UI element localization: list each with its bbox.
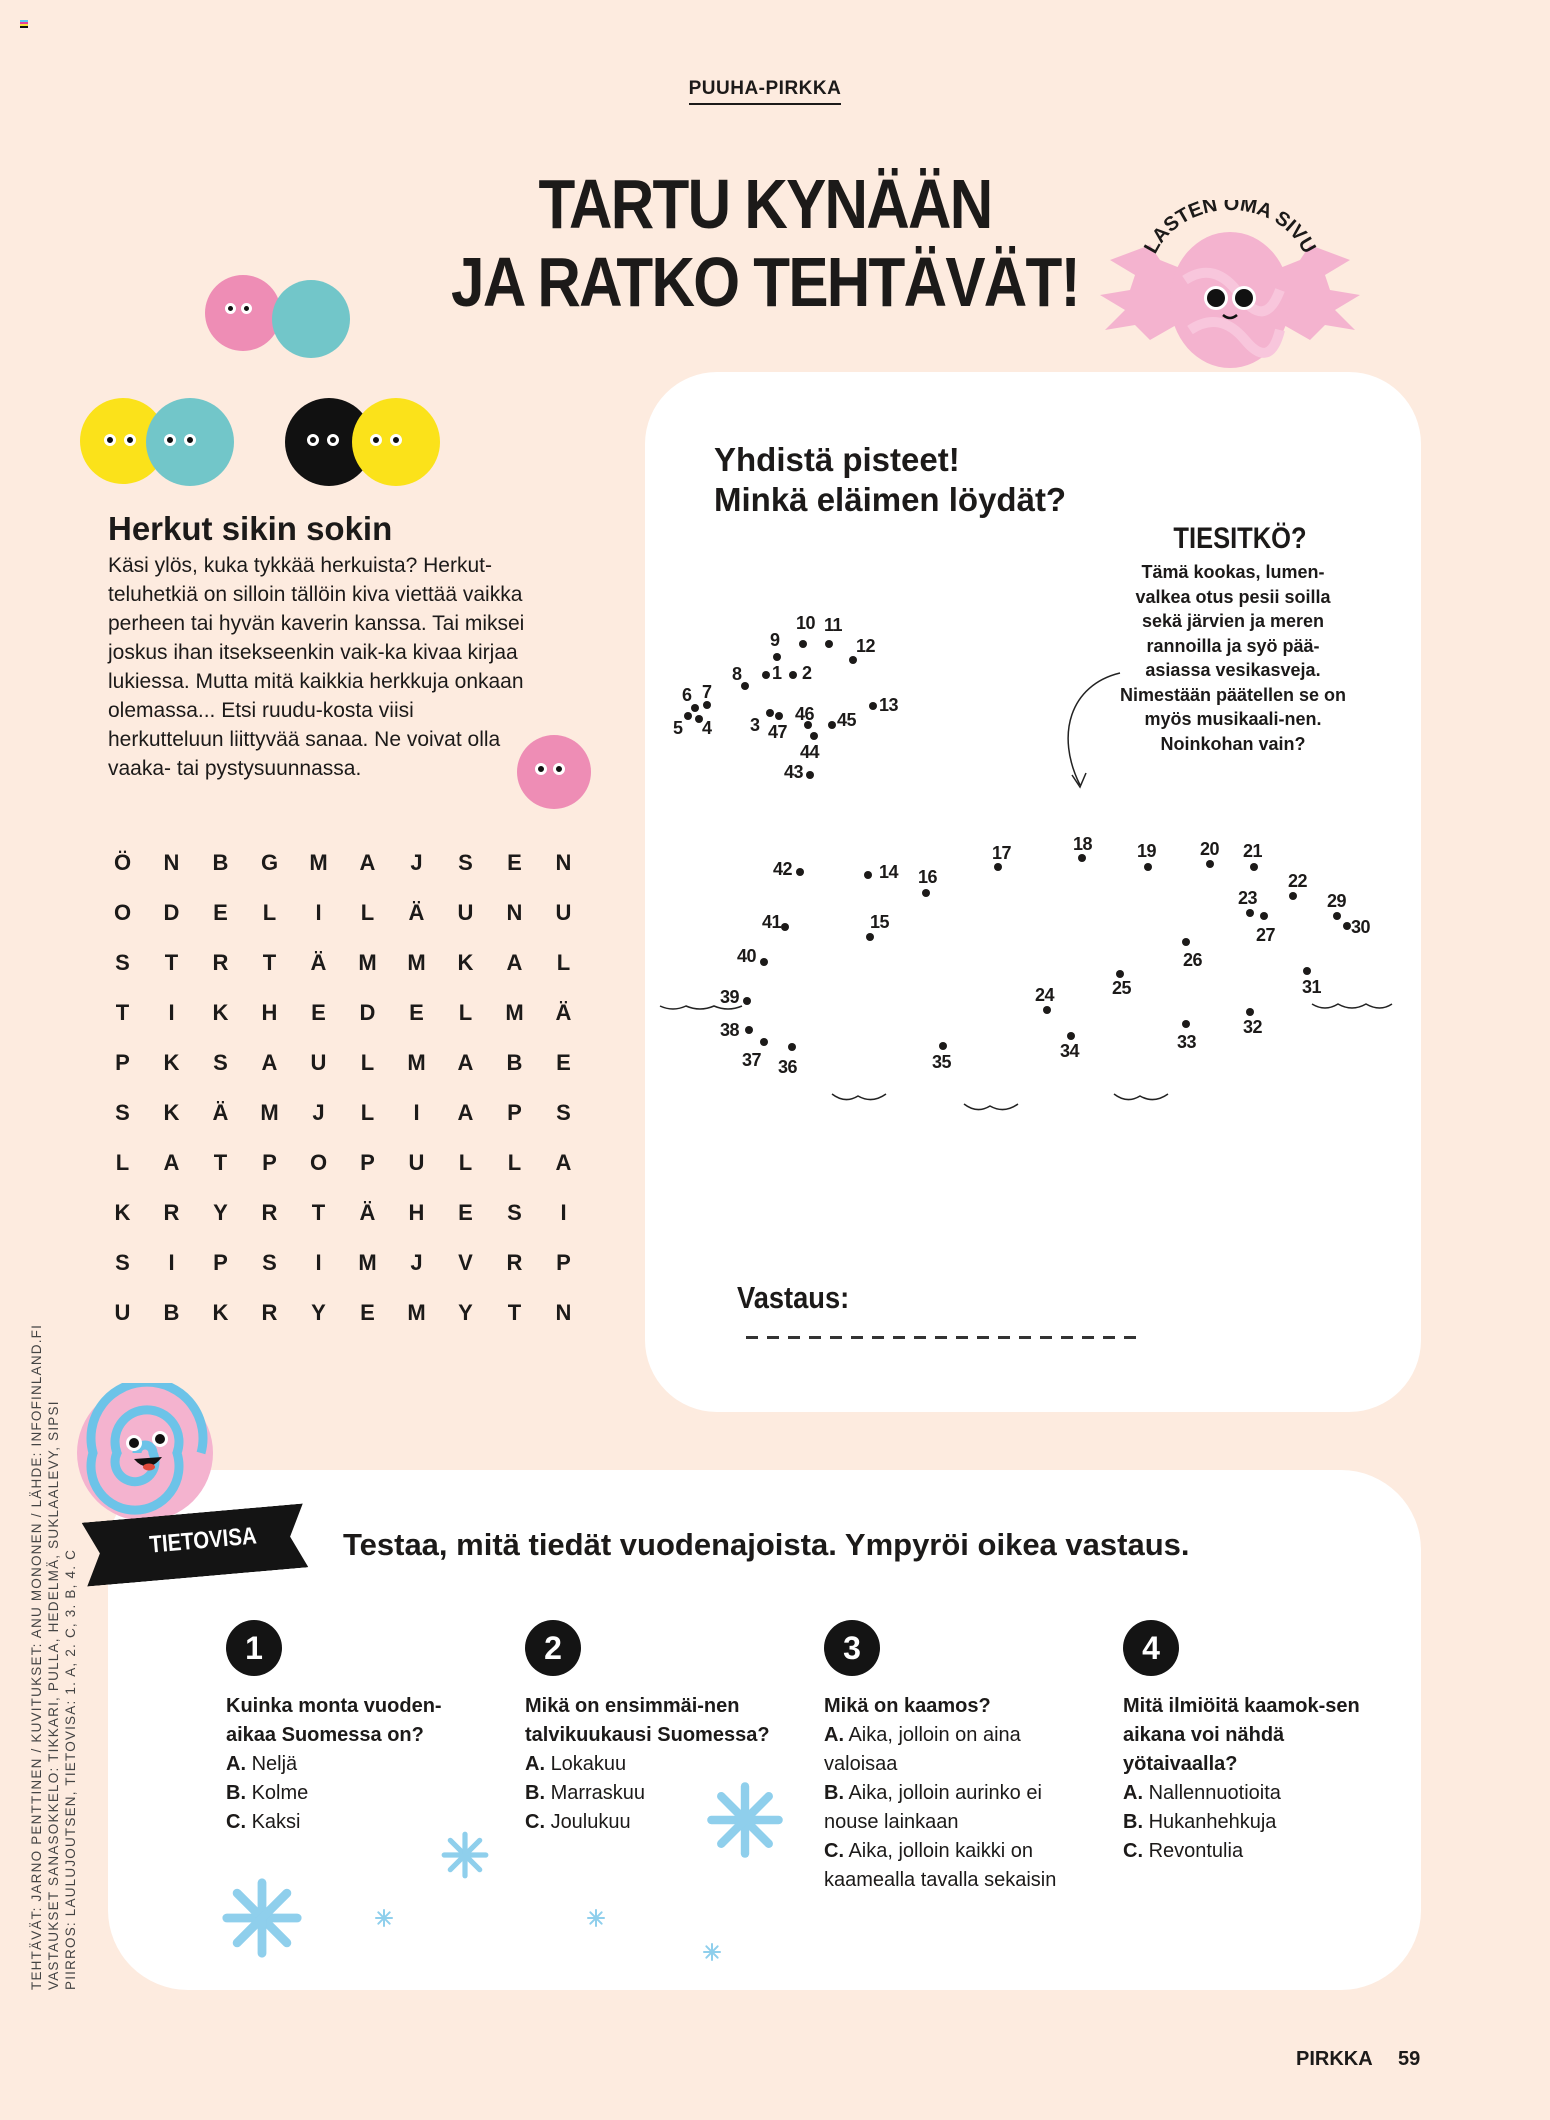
yellow-cookie-icon: [352, 398, 440, 486]
grid-letter[interactable]: I: [168, 1000, 175, 1025]
question-text: Kuinka monta vuoden-aikaa Suomessa on?: [226, 1695, 442, 1746]
dot-point[interactable]: [1343, 922, 1351, 930]
grid-letter[interactable]: K: [163, 1050, 180, 1075]
dot-point[interactable]: [1182, 1020, 1190, 1028]
grid-letter[interactable]: P: [262, 1150, 277, 1175]
question-number-badge: 2: [525, 1620, 581, 1676]
grid-letter[interactable]: K: [212, 1300, 229, 1325]
quiz-question: [226, 1620, 486, 1837]
dot-point[interactable]: [1067, 1032, 1075, 1040]
grid-letter[interactable]: M: [260, 1100, 279, 1125]
grid-letter[interactable]: M: [407, 950, 426, 975]
credits-line-1: TEHTÄVÄT: JARNO PENTTINEN / KUVITUKSET: ANU MONONEN / LÄHDE: INFOFINLAND.FI: [29, 1323, 44, 1990]
grid-letter[interactable]: I: [315, 1250, 322, 1275]
option-key: C.: [525, 1811, 545, 1833]
grid-letter[interactable]: P: [213, 1250, 228, 1275]
grid-letter[interactable]: E: [458, 1200, 473, 1225]
dot-point[interactable]: [866, 933, 874, 941]
grid-letter[interactable]: S: [507, 1200, 522, 1225]
question-text: Mitä ilmiöitä kaamok-sen aikana voi nähdä yötaivaalla?: [1123, 1695, 1360, 1775]
dot-point[interactable]: [806, 771, 814, 779]
dot-number: 43: [784, 762, 804, 782]
grid-letter[interactable]: M: [358, 950, 377, 975]
grid-letter[interactable]: E: [409, 1000, 424, 1025]
lollipop-icon: [70, 1383, 225, 1523]
grid-letter[interactable]: O: [113, 900, 132, 925]
water-wave-icon: [1310, 998, 1394, 1018]
option-key: A.: [525, 1753, 545, 1775]
dot-point[interactable]: [922, 889, 930, 897]
grid-letter[interactable]: Ä: [212, 1100, 229, 1125]
option-key: B.: [226, 1782, 246, 1804]
grid-row: [98, 838, 588, 888]
dot-point[interactable]: [1043, 1006, 1051, 1014]
section-label: [0, 78, 1530, 100]
dot-point[interactable]: [741, 682, 749, 690]
option-key: C.: [824, 1840, 844, 1862]
grid-letter[interactable]: G: [260, 850, 279, 875]
grid-letter[interactable]: U: [457, 900, 474, 925]
dot-number: 16: [918, 867, 938, 887]
grid-letter[interactable]: M: [407, 1300, 426, 1325]
dot-point[interactable]: [1246, 1008, 1254, 1016]
grid-letter[interactable]: I: [168, 1250, 175, 1275]
grid-letter[interactable]: S: [115, 1250, 130, 1275]
option-key: A.: [824, 1724, 844, 1746]
dot-point[interactable]: [773, 653, 781, 661]
dot-point[interactable]: [825, 640, 833, 648]
dot-point[interactable]: [799, 640, 807, 648]
grid-letter[interactable]: L: [262, 900, 277, 925]
grid-letter[interactable]: L: [360, 1050, 375, 1075]
grid-letter[interactable]: K: [114, 1200, 131, 1225]
option-text: Aika, jolloin kaikki on kaamealla tavalla sekaisin: [824, 1840, 1057, 1891]
teal-cookie-icon: [146, 398, 234, 486]
dot-point[interactable]: [775, 712, 783, 720]
dot-point[interactable]: [691, 704, 699, 712]
dot-number: 46: [795, 704, 815, 724]
fact-body: Tämä kookas, lumen-valkea otus pesii soilla sekä järvien ja meren rannoilla ja syö pää-asiassa vesikasveja. Nimestään päätellen se on myös musikaali-nen. Noinkohan vain?: [1119, 562, 1347, 754]
grid-letter[interactable]: A: [163, 1150, 180, 1175]
footer-brand: PIRKKA: [1296, 2048, 1373, 2070]
snowflake-icon: [439, 1829, 491, 1881]
section-label-text: PUUHA-PIRKKA: [689, 78, 842, 105]
option-key: B.: [1123, 1811, 1143, 1833]
dot-number: 32: [1243, 1017, 1263, 1037]
dot-number: 29: [1327, 891, 1347, 911]
dot-number: 36: [778, 1057, 798, 1077]
snowflake-icon: [702, 1942, 722, 1962]
dot-point[interactable]: [789, 671, 797, 679]
grid-letter[interactable]: E: [213, 900, 228, 925]
grid-letter[interactable]: E: [507, 850, 522, 875]
water-wave-icon: [830, 1090, 890, 1110]
grid-letter[interactable]: J: [410, 850, 423, 875]
dot-point[interactable]: [1206, 860, 1214, 868]
option-key: C.: [226, 1811, 246, 1833]
dot-point[interactable]: [684, 712, 692, 720]
dot-number: 24: [1035, 985, 1055, 1005]
print-color-marks: [20, 20, 28, 28]
dot-number: 10: [796, 613, 816, 633]
title-line-2: JA RATKO TEHTÄVÄT!: [451, 243, 1079, 321]
option-text: Marraskuu: [550, 1782, 646, 1804]
grid-letter[interactable]: R: [261, 1200, 278, 1225]
option-text: Hukanhehkuja: [1148, 1811, 1277, 1833]
dot-point[interactable]: [864, 871, 872, 879]
grid-letter[interactable]: M: [358, 1250, 377, 1275]
teal-cookie-icon: [272, 280, 350, 358]
credits-line-3: PIIRROS: LAULUJOUTSEN, TIETOVISA: 1. A, 2. C, 3. B, 4. C: [63, 1548, 78, 1990]
grid-letter[interactable]: U: [408, 1150, 425, 1175]
arrow-icon: [1050, 665, 1130, 795]
grid-letter[interactable]: D: [359, 1000, 376, 1025]
title-line-1: TARTU KYNÄÄN: [538, 165, 992, 243]
grid-letter[interactable]: L: [507, 1150, 522, 1175]
grid-row: [98, 1238, 588, 1288]
answer-label: Vastaus:: [737, 1280, 850, 1315]
grid-letter[interactable]: I: [560, 1200, 567, 1225]
grid-letter[interactable]: J: [312, 1100, 325, 1125]
snowflake-icon: [374, 1908, 394, 1928]
grid-letter[interactable]: S: [458, 850, 473, 875]
answer-option[interactable]: [824, 1721, 1084, 1779]
grid-letter[interactable]: S: [115, 950, 130, 975]
answer-option[interactable]: [824, 1779, 1084, 1837]
dot-number: 41: [762, 912, 782, 932]
dot-number: 6: [682, 685, 692, 705]
dot-number: 40: [737, 946, 757, 966]
dot-number: 26: [1183, 950, 1203, 970]
credits: [28, 1270, 79, 1990]
grid-letter[interactable]: A: [457, 1050, 474, 1075]
grid-letter[interactable]: Ä: [359, 1200, 376, 1225]
grid-letter[interactable]: L: [458, 1000, 473, 1025]
grid-letter[interactable]: E: [311, 1000, 326, 1025]
grid-letter[interactable]: R: [212, 950, 229, 975]
snowflake-icon: [218, 1874, 306, 1962]
grid-letter[interactable]: J: [410, 1250, 423, 1275]
grid-letter[interactable]: P: [507, 1100, 522, 1125]
grid-letter[interactable]: Y: [213, 1200, 228, 1225]
grid-letter[interactable]: L: [115, 1150, 130, 1175]
option-text: Kaksi: [251, 1811, 301, 1833]
grid-letter[interactable]: U: [114, 1300, 131, 1325]
dot-point[interactable]: [1289, 892, 1297, 900]
dot-point[interactable]: [1182, 938, 1190, 946]
word-search-grid: [98, 838, 588, 1338]
grid-row: [98, 938, 588, 988]
candy-badge-illustration: [1090, 200, 1370, 370]
dot-number: 31: [1302, 977, 1322, 997]
dot-number: 5: [673, 718, 683, 738]
question-text: Mikä on ensimmäi-nen talvikuukausi Suomessa?: [525, 1695, 770, 1746]
question-text: Mikä on kaamos?: [824, 1695, 991, 1717]
credits-line-2: VASTAUKSET SANASOKKELO: TIKKARI, PULLA, HEDELMÄ, SUKLAALEVY, SIPSI: [46, 1400, 61, 1990]
dot-number: 4: [702, 718, 712, 738]
candy-icon: [1090, 200, 1370, 370]
option-key: A.: [226, 1753, 246, 1775]
dot-point[interactable]: [939, 1042, 947, 1050]
dot-title-line-1: Yhdistä pisteet!: [714, 441, 960, 478]
grid-letter[interactable]: T: [311, 1200, 326, 1225]
option-key: C.: [1123, 1840, 1143, 1862]
dot-number: 22: [1288, 871, 1308, 891]
grid-letter[interactable]: E: [556, 1050, 571, 1075]
answer-option[interactable]: [1123, 1779, 1383, 1808]
option-text: Revontulia: [1148, 1840, 1244, 1862]
grid-letter[interactable]: H: [261, 1000, 278, 1025]
answer-option[interactable]: [824, 1837, 1084, 1895]
quiz-intro: Testaa, mitä tiedät vuodenajoista. Ympyröi oikea vastaus.: [343, 1527, 1190, 1562]
option-text: Lokakuu: [550, 1753, 627, 1775]
grid-letter[interactable]: T: [262, 950, 277, 975]
dot-number: 47: [768, 722, 788, 742]
dot-number: 19: [1137, 841, 1157, 861]
dot-number: 11: [824, 615, 843, 635]
grid-letter[interactable]: I: [413, 1100, 420, 1125]
grid-letter[interactable]: M: [505, 1000, 524, 1025]
grid-letter[interactable]: L: [360, 1100, 375, 1125]
dot-number: 20: [1200, 839, 1220, 859]
dot-number: 38: [720, 1020, 740, 1040]
water-wave-icon: [1112, 1090, 1172, 1110]
grid-letter[interactable]: A: [506, 950, 523, 975]
grid-letter[interactable]: O: [309, 1150, 328, 1175]
grid-letter[interactable]: M: [407, 1050, 426, 1075]
grid-letter[interactable]: K: [212, 1000, 229, 1025]
question-number-badge: 4: [1123, 1620, 1179, 1676]
grid-letter[interactable]: V: [458, 1250, 473, 1275]
dot-point[interactable]: [1260, 912, 1268, 920]
grid-letter[interactable]: U: [310, 1050, 327, 1075]
dot-number: 35: [932, 1052, 952, 1072]
page-title: [434, 165, 1096, 321]
answer-option[interactable]: [226, 1779, 486, 1808]
quiz-question: [1123, 1620, 1383, 1866]
option-text: Neljä: [251, 1753, 298, 1775]
dot-point[interactable]: [766, 709, 774, 717]
option-key: B.: [824, 1782, 844, 1804]
grid-letter[interactable]: A: [555, 1150, 572, 1175]
dot-number: 25: [1112, 978, 1132, 998]
grid-letter[interactable]: Ä: [310, 950, 327, 975]
dot-number: 21: [1243, 841, 1263, 861]
grid-letter[interactable]: A: [457, 1100, 474, 1125]
water-wave-icon: [962, 1100, 1022, 1120]
dot-number: 34: [1060, 1041, 1080, 1061]
option-text: Kolme: [251, 1782, 309, 1804]
dot-point[interactable]: [1246, 909, 1254, 917]
snowflake-icon: [703, 1778, 787, 1862]
dot-number: 9: [770, 630, 780, 650]
grid-letter[interactable]: N: [506, 900, 523, 925]
option-text: Aika, jolloin on aina valoisaa: [824, 1724, 1021, 1775]
dot-number: 27: [1256, 925, 1276, 945]
dot-point[interactable]: [994, 863, 1002, 871]
grid-row: [98, 1038, 588, 1088]
dot-point[interactable]: [849, 656, 857, 664]
option-text: Nallennuotioita: [1148, 1782, 1281, 1804]
dot-number: 12: [856, 636, 876, 656]
dot-number: 45: [837, 710, 857, 730]
answer-option[interactable]: [1123, 1808, 1383, 1837]
grid-letter[interactable]: E: [360, 1300, 375, 1325]
grid-letter[interactable]: B: [506, 1050, 523, 1075]
answer-option[interactable]: [226, 1750, 486, 1779]
grid-letter[interactable]: P: [556, 1250, 571, 1275]
grid-letter[interactable]: T: [213, 1150, 228, 1175]
grid-letter[interactable]: T: [507, 1300, 522, 1325]
option-text: Joulukuu: [550, 1811, 631, 1833]
grid-letter[interactable]: Ö: [113, 850, 132, 875]
grid-letter[interactable]: N: [163, 850, 180, 875]
grid-letter[interactable]: P: [115, 1050, 130, 1075]
dot-point[interactable]: [869, 702, 877, 710]
dot-number: 18: [1073, 834, 1093, 854]
dot-point[interactable]: [796, 868, 804, 876]
badge-text: LASTEN OMA SIVU: [1140, 200, 1320, 258]
dot-number: 8: [732, 664, 742, 684]
grid-letter[interactable]: Y: [311, 1300, 326, 1325]
dot-number: 17: [992, 843, 1012, 863]
grid-letter[interactable]: D: [163, 900, 180, 925]
grid-letter[interactable]: H: [408, 1200, 425, 1225]
pink-cookie-icon: [205, 275, 281, 351]
dot-point[interactable]: [1144, 863, 1152, 871]
grid-letter[interactable]: S: [262, 1250, 277, 1275]
dot-number: 44: [800, 742, 820, 762]
grid-letter[interactable]: S: [213, 1050, 228, 1075]
grid-row: [98, 1138, 588, 1188]
dot-point[interactable]: [762, 671, 770, 679]
dot-number: 42: [773, 859, 793, 879]
option-key: B.: [525, 1782, 545, 1804]
grid-letter[interactable]: Y: [458, 1300, 473, 1325]
grid-letter[interactable]: P: [360, 1150, 375, 1175]
dot-point[interactable]: [1303, 967, 1311, 975]
grid-letter[interactable]: A: [359, 850, 376, 875]
word-search-title: Herkut sikin sokin: [108, 510, 393, 547]
grid-letter[interactable]: Ä: [555, 1000, 572, 1025]
grid-letter[interactable]: A: [261, 1050, 278, 1075]
grid-letter[interactable]: L: [458, 1150, 473, 1175]
grid-letter[interactable]: R: [506, 1250, 523, 1275]
dot-number: 13: [879, 695, 899, 715]
dot-number: 30: [1351, 917, 1371, 937]
grid-letter[interactable]: I: [315, 900, 322, 925]
dot-point[interactable]: [828, 721, 836, 729]
dot-number: 2: [802, 663, 812, 683]
dot-number: 37: [742, 1050, 762, 1070]
quiz-banner-text: TIETOVISA: [148, 1522, 258, 1559]
grid-letter[interactable]: K: [457, 950, 474, 975]
page-number: 59: [1398, 2048, 1421, 2070]
option-text: Aika, jolloin aurinko ei nouse lainkaan: [824, 1782, 1042, 1833]
dot-to-dot-title: [714, 440, 1066, 520]
grid-letter[interactable]: T: [115, 1000, 130, 1025]
dot-point[interactable]: [810, 732, 818, 740]
quiz-question: [824, 1620, 1084, 1895]
pink-cookie-icon: [517, 735, 591, 809]
question-number-badge: 1: [226, 1620, 282, 1676]
dot-point[interactable]: [1116, 970, 1124, 978]
grid-letter[interactable]: N: [555, 850, 572, 875]
grid-letter[interactable]: L: [556, 950, 571, 975]
dot-number: 39: [720, 987, 740, 1007]
dot-point[interactable]: [745, 1026, 753, 1034]
grid-row: [98, 1288, 588, 1338]
dot-number: 23: [1238, 888, 1258, 908]
dot-number: 1: [772, 663, 782, 683]
dot-point[interactable]: [1250, 863, 1258, 871]
question-number-badge: 3: [824, 1620, 880, 1676]
dot-point[interactable]: [760, 958, 768, 966]
dot-number: 33: [1177, 1032, 1197, 1052]
answer-option[interactable]: [1123, 1837, 1383, 1866]
dot-number: 3: [750, 715, 760, 735]
grid-letter[interactable]: K: [163, 1100, 180, 1125]
grid-row: [98, 1088, 588, 1138]
grid-letter[interactable]: B: [212, 850, 229, 875]
grid-letter[interactable]: N: [555, 1300, 572, 1325]
option-key: A.: [1123, 1782, 1143, 1804]
grid-letter[interactable]: U: [555, 900, 572, 925]
dot-point[interactable]: [1333, 912, 1341, 920]
grid-row: [98, 888, 588, 938]
grid-letter[interactable]: L: [360, 900, 375, 925]
dot-point[interactable]: [788, 1043, 796, 1051]
fact-title: TIESITKÖ?: [1173, 522, 1307, 555]
grid-letter[interactable]: S: [115, 1100, 130, 1125]
water-wave-icon: [658, 998, 748, 1018]
grid-letter[interactable]: R: [261, 1300, 278, 1325]
dot-title-line-2: Minkä eläimen löydät?: [714, 481, 1067, 518]
grid-letter[interactable]: Ä: [408, 900, 425, 925]
answer-option[interactable]: [525, 1750, 785, 1779]
grid-letter[interactable]: T: [164, 950, 179, 975]
dot-point[interactable]: [760, 1038, 768, 1046]
dot-number: 14: [879, 862, 899, 882]
dot-number: 7: [702, 682, 712, 702]
snowflake-icon: [586, 1908, 606, 1928]
grid-row: [98, 988, 588, 1038]
grid-row: [98, 1188, 588, 1238]
grid-letter[interactable]: B: [163, 1300, 180, 1325]
grid-letter[interactable]: R: [163, 1200, 180, 1225]
dot-number: 15: [870, 912, 890, 932]
dot-point[interactable]: [1078, 854, 1086, 862]
word-search-instructions: Käsi ylös, kuka tykkää herkuista? Herkut-teluhetkiä on silloin tällöin kiva viettää vaikka perheen tai hyvän kaverin kanssa. Tai miksei joskus ihan itsekseenkin vaik-ka kivaa kirjaa lukiessa. Mutta mitä kaikkia herkkuja onkaan olemassa... Etsi ruudu-kosta viisi herkutteluun liittyvää sanaa. Ne voivat olla vaaka- tai pystysuunnassa.: [108, 554, 525, 780]
grid-letter[interactable]: S: [556, 1100, 571, 1125]
grid-letter[interactable]: M: [309, 850, 328, 875]
dot-point[interactable]: [781, 923, 789, 931]
answer-blank[interactable]: [746, 1336, 1142, 1339]
